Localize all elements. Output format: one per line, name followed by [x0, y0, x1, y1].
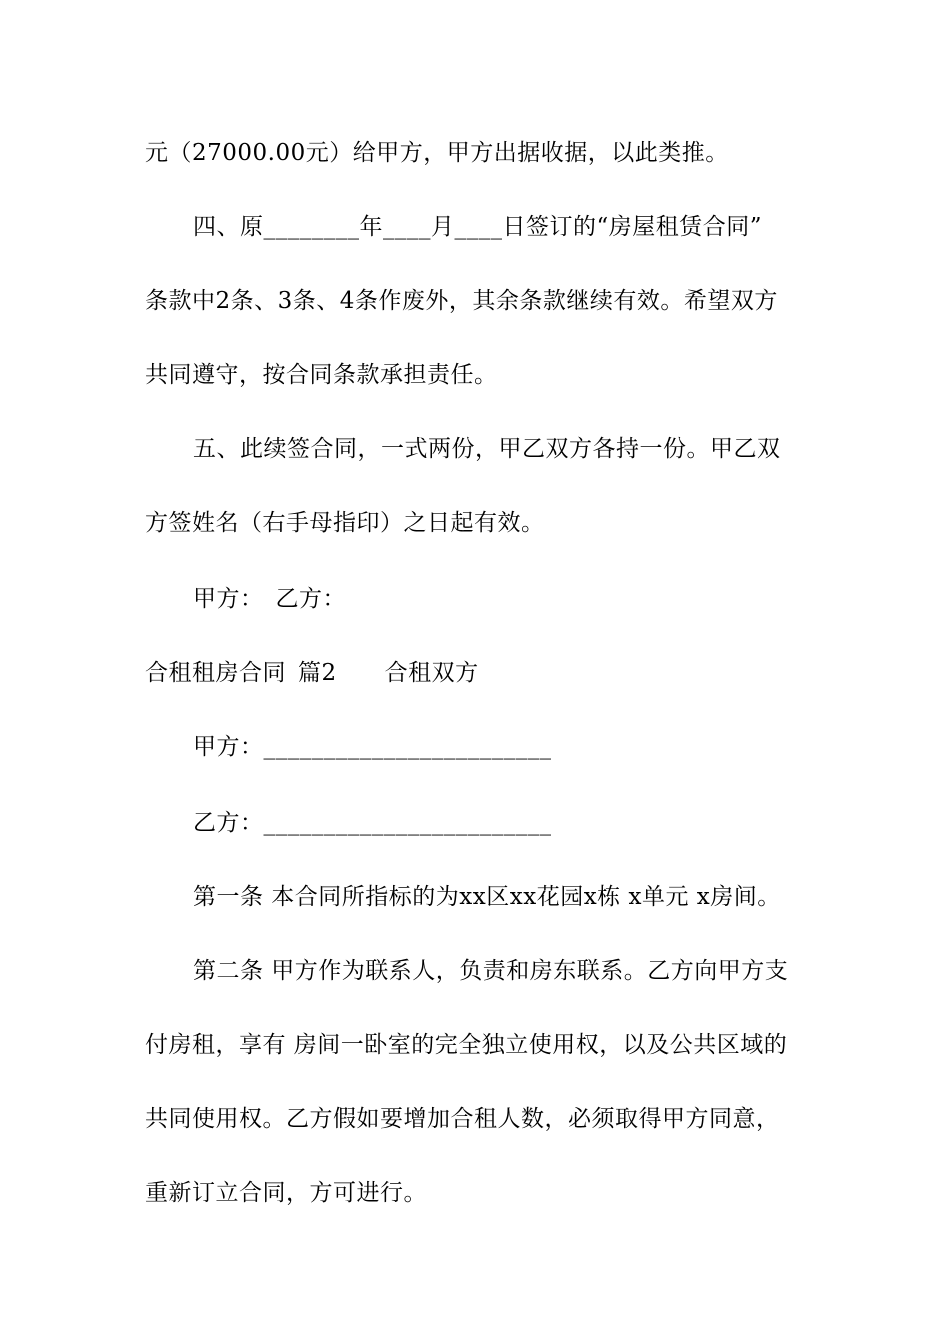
- section-heading: [145, 658, 479, 688]
- paragraph-line: 付房租，享有 房间一卧室的完全独立使用权，以及公共区域的: [145, 1032, 788, 1058]
- paragraph-line: 共同使用权。乙方假如要增加合租人数，必须取得甲方同意，: [145, 1106, 780, 1132]
- clause-five-line: 五、此续签合同，一式两份，甲乙双方各持一份。甲乙双: [193, 436, 781, 462]
- paragraph-line: 条款中2条、3条、4条作废外，其余条款继续有效。希望双方: [145, 288, 778, 314]
- article-one-line: 第一条 本合同所指标的为xx区xx花园x栋 x单元 x房间。: [193, 884, 781, 910]
- signature-line: [193, 584, 346, 614]
- section-number: 篇2: [298, 660, 337, 686]
- party-a-line: 甲方：________________________: [193, 734, 552, 760]
- paragraph-line: 方签姓名（右手母指印）之日起有效。: [145, 510, 545, 536]
- party-b-line: 乙方：________________________: [193, 810, 552, 836]
- section-title: 合租租房合同: [145, 660, 286, 686]
- article-two-line: 第二条 甲方作为联系人，负责和房东联系。乙方向甲方支: [193, 958, 789, 984]
- paragraph-line: 元（27000.00元）给甲方，甲方出据收据，以此类推。: [145, 140, 729, 166]
- paragraph-line: 共同遵守，按合同条款承担责任。: [145, 362, 498, 388]
- party-b-signature-label: 乙方：: [275, 586, 346, 612]
- party-a-signature-label: 甲方：: [193, 586, 264, 612]
- section-subtitle: 合租双方: [384, 660, 479, 686]
- paragraph-line: 重新订立合同，方可进行。: [145, 1180, 427, 1206]
- clause-four-line: 四、原________年____月____日签订的“房屋租赁合同”: [193, 214, 763, 240]
